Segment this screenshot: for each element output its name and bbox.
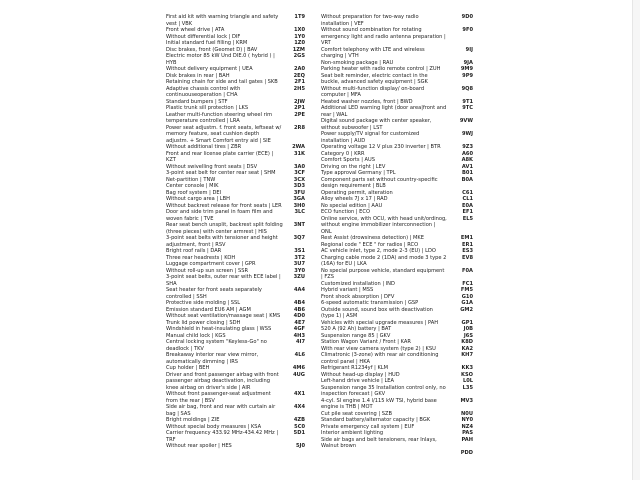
option-code: 9Z3 bbox=[462, 144, 473, 150]
equipment-row bbox=[166, 125, 305, 145]
equipment-description: Leather multi-function steering wheel rim temperature controlled | LRA bbox=[166, 111, 273, 124]
equipment-description: Operating voltage 12 V plus 230 inverter | BTR bbox=[321, 144, 441, 150]
option-code: 4M6 bbox=[292, 365, 305, 371]
equipment-description: Plastic trunk sill protection | LKS bbox=[166, 105, 249, 111]
option-code: A60 bbox=[461, 150, 473, 157]
option-code: 2H5 bbox=[293, 85, 305, 92]
equipment-row bbox=[321, 47, 473, 60]
option-code: 2A0 bbox=[293, 66, 305, 72]
equipment-row bbox=[321, 216, 473, 236]
equipment-row bbox=[166, 287, 305, 300]
equipment-row bbox=[321, 177, 473, 190]
equipment-description: 3-point seat belts, outer rear with ECE label | SHA bbox=[166, 274, 281, 287]
equipment-description: Without additional tires | ZBR bbox=[166, 144, 242, 150]
equipment-row bbox=[166, 352, 305, 365]
option-code: 1X0 bbox=[293, 27, 305, 33]
option-code: 9F0 bbox=[462, 27, 473, 33]
equipment-description: Windshield in heat-insulating glass | WSS bbox=[166, 326, 272, 332]
equipment-description: No special edition | AAU bbox=[321, 202, 383, 209]
equipment-description: Without seat ventilation/massage seat | KMS bbox=[166, 313, 281, 319]
option-code: 2PE bbox=[294, 111, 305, 118]
equipment-description: 3-point seat belts with tensioner and height adjustment, front | RSV bbox=[166, 235, 278, 248]
equipment-description: 6-speed automatic transmission | GSP bbox=[321, 300, 419, 306]
equipment-row bbox=[166, 14, 305, 27]
equipment-row bbox=[166, 430, 305, 443]
option-code: 4D0 bbox=[293, 313, 305, 319]
equipment-description: Type approval Germany | TPL bbox=[321, 170, 396, 176]
equipment-row bbox=[166, 53, 305, 66]
option-code: 5J0 bbox=[296, 443, 305, 449]
equipment-row bbox=[321, 437, 473, 450]
option-code: 3Y0 bbox=[294, 267, 305, 274]
option-code: 4B4 bbox=[294, 300, 305, 306]
equipment-description: Standard bumpers | STF bbox=[166, 98, 228, 105]
equipment-row bbox=[166, 235, 305, 248]
equipment-row bbox=[166, 443, 305, 450]
equipment-description: Power supply/TV signal for customized installation | AUD bbox=[321, 131, 420, 144]
option-code: PDD bbox=[460, 449, 473, 456]
option-code: 4H3 bbox=[293, 332, 305, 339]
equipment-description: Interior ambient lighting bbox=[321, 430, 384, 436]
option-code: 1ZM bbox=[292, 46, 305, 53]
equipment-list-left bbox=[166, 14, 305, 450]
option-code: 3H0 bbox=[293, 202, 305, 209]
equipment-description: Front and rear license plate carrier (ECE) | KZT bbox=[166, 150, 274, 163]
option-code: 4UG bbox=[293, 371, 305, 378]
equipment-row bbox=[321, 255, 473, 268]
equipment-description: Seat belt reminder, electric contact in the buckle, advanced safety equipment | SGK bbox=[321, 72, 428, 85]
equipment-row bbox=[166, 222, 305, 235]
option-code: 4GF bbox=[293, 326, 305, 332]
option-code: C61 bbox=[462, 189, 473, 196]
equipment-description: Regional code " ECE " for radios | RCO bbox=[321, 241, 419, 248]
option-code: 9Q8 bbox=[461, 85, 473, 92]
equipment-description: Without delivery equipment | UEA bbox=[166, 66, 253, 72]
equipment-description: 520 A (92 Ah) battery | BAT bbox=[321, 326, 392, 332]
option-code: 5C0 bbox=[294, 423, 305, 430]
equipment-description: Carrier frequency 433.92 MHz-434.42 MHz | TRF bbox=[166, 430, 279, 443]
option-code: AV1 bbox=[461, 163, 473, 170]
equipment-row bbox=[166, 339, 305, 352]
equipment-description: Seat heater for front seats separately controlled | SSH bbox=[166, 287, 262, 300]
equipment-description: Bright moldings | ZIE bbox=[166, 417, 220, 423]
equipment-row bbox=[321, 450, 473, 457]
option-code: FC1 bbox=[462, 280, 473, 287]
equipment-row bbox=[321, 352, 473, 365]
option-code: KH7 bbox=[461, 352, 473, 358]
equipment-description: Rear seat bench unsplit, backrest split folding (three pieces) with center armrest | HIS bbox=[166, 222, 283, 235]
equipment-description: AC vehicle inlet, type 2, mode 2-3 (EU) | LDO bbox=[321, 248, 436, 254]
option-code: 3A0 bbox=[293, 163, 305, 170]
equipment-description: Door and side trim panel in foam film and woven fabric | TVE bbox=[166, 209, 273, 222]
equipment-description: Charging cable mode 2 (1DA) and mode 3 type 2 (16A) for EU | LKA bbox=[321, 254, 447, 267]
option-code: N0U bbox=[461, 410, 473, 417]
equipment-row bbox=[321, 14, 473, 27]
option-code: 9IJ bbox=[465, 46, 473, 53]
equipment-description: Without sound combination for rotating emergency light and radio antenna preparation | VRT bbox=[321, 27, 446, 46]
option-code: 9M9 bbox=[460, 66, 473, 72]
equipment-description: First aid kit with warning triangle and safety vest | VBK bbox=[166, 14, 279, 27]
equipment-description: Comfort telephony with LTE and wireless charging | VTH bbox=[321, 46, 425, 59]
equipment-description: Non-smoking package | RAU bbox=[321, 59, 394, 66]
equipment-description: Manual child lock | KGS bbox=[166, 332, 226, 339]
option-code: 3CF bbox=[294, 170, 305, 176]
equipment-row bbox=[166, 391, 305, 404]
option-code: 2WA bbox=[292, 144, 305, 150]
option-code: 3D3 bbox=[293, 183, 305, 189]
equipment-description: Center console | MIK bbox=[166, 183, 219, 189]
equipment-description: Online service, with OCU, with head unit/ordinog, without engine immobilizer interconnection | ONL bbox=[321, 215, 447, 235]
equipment-description: Front shock absorption | DFV bbox=[321, 293, 395, 300]
option-code: 9VW bbox=[459, 118, 473, 124]
option-code: J0B bbox=[463, 326, 473, 332]
option-code: 4B6 bbox=[294, 306, 305, 313]
equipment-row bbox=[166, 274, 305, 287]
equipment-description: Front wheel drive | ATA bbox=[166, 27, 225, 33]
equipment-description: Left-hand drive vehicle | LEA bbox=[321, 378, 394, 384]
option-code: 9TC bbox=[462, 105, 473, 111]
equipment-description: Luggage compartment cover | GPR bbox=[166, 261, 256, 267]
equipment-description: Without rear spoiler | HES bbox=[166, 443, 232, 449]
equipment-row bbox=[166, 112, 305, 125]
option-code: 2R8 bbox=[293, 124, 305, 131]
equipment-description: Hybrid variant | MSS bbox=[321, 287, 374, 293]
equipment-description: Operating permit, alteration bbox=[321, 189, 393, 196]
equipment-description: Without cargo area | LBH bbox=[166, 196, 230, 202]
equipment-description: Bag roof system | DEI bbox=[166, 189, 222, 196]
option-code: A8K bbox=[461, 157, 473, 163]
equipment-row bbox=[166, 151, 305, 164]
equipment-description: Private emergency call system | EUF bbox=[321, 423, 415, 430]
option-code: MV3 bbox=[460, 397, 473, 404]
equipment-row bbox=[321, 105, 473, 118]
option-code: 9JA bbox=[463, 59, 473, 66]
equipment-description: Trunk lid power closing | SDH bbox=[166, 319, 241, 326]
option-code: B0A bbox=[461, 176, 473, 183]
option-code: 1Z0 bbox=[294, 40, 305, 46]
equipment-row bbox=[321, 73, 473, 86]
option-code: 9D0 bbox=[461, 14, 473, 20]
option-code: E0A bbox=[462, 202, 473, 209]
equipment-description: Driving on the right | LEV bbox=[321, 163, 386, 170]
option-code: PAH bbox=[461, 436, 473, 443]
equipment-description: Retaining chain for side and tail gates | SKB bbox=[166, 79, 278, 85]
equipment-description: Cut pile seat covering | SZB bbox=[321, 410, 392, 417]
equipment-description: Component parts set without country-specific design requirement | BLB bbox=[321, 176, 438, 189]
equipment-description: Rest Assist (drowsiness detection) | MKE bbox=[321, 235, 424, 241]
option-code: 9T1 bbox=[462, 98, 473, 105]
equipment-description: Without swivelling front seats | DSV bbox=[166, 163, 258, 170]
equipment-description: Without special body measures | KSA bbox=[166, 423, 262, 430]
equipment-description: Emission standard EU6 AM | AGM bbox=[166, 306, 251, 313]
option-code: EL5 bbox=[462, 215, 473, 222]
option-code: 2F1 bbox=[294, 79, 305, 85]
option-code: EM1 bbox=[460, 235, 473, 241]
equipment-description: Category 0 | KRR bbox=[321, 150, 365, 157]
equipment-list-right bbox=[321, 14, 473, 456]
option-code: 3ZU bbox=[293, 274, 305, 280]
option-code: 3GA bbox=[293, 196, 305, 202]
option-code: 4L6 bbox=[294, 352, 305, 358]
option-code: KSO bbox=[461, 371, 473, 378]
equipment-row bbox=[166, 86, 305, 99]
equipment-description: Suspension range 35 Installation control only, no inspection forecast | GKV bbox=[321, 384, 446, 397]
equipment-description: Alloy wheels 7J x 17 | RAD bbox=[321, 196, 388, 202]
option-code: ES3 bbox=[462, 248, 473, 254]
equipment-description: Disk brakes in rear | BAH bbox=[166, 72, 230, 79]
equipment-description: Without head-up display | HUD bbox=[321, 371, 400, 378]
option-code: B01 bbox=[462, 170, 473, 176]
option-code: CL1 bbox=[462, 196, 473, 202]
equipment-description: Three rear headrests | KOH bbox=[166, 254, 236, 261]
option-code: 2P1 bbox=[294, 105, 305, 111]
equipment-description: Electric motor 85 kW Und DIE.0 ( hybrid ) | HYB bbox=[166, 53, 275, 66]
equipment-description: Additional LED warning light (door area|front and rear | WAL bbox=[321, 105, 447, 118]
option-code: 9WJ bbox=[461, 131, 473, 137]
option-code: NY0 bbox=[461, 417, 473, 423]
equipment-row bbox=[321, 131, 473, 144]
option-code: K8D bbox=[461, 339, 473, 345]
equipment-row bbox=[321, 27, 473, 47]
equipment-description: Vehicles with special upgrade measures | PAH bbox=[321, 319, 439, 326]
equipment-row bbox=[321, 268, 473, 281]
equipment-row bbox=[166, 372, 305, 392]
option-code: 2JW bbox=[293, 98, 305, 105]
equipment-description: Cup holder | BEH bbox=[166, 365, 210, 371]
equipment-description: Power seat adjustm. f. front seats, leftseat w/ memory feature, seat cushion depth adjustm. + Smart Comfort entry aid | SIE bbox=[166, 124, 282, 144]
equipment-row bbox=[166, 404, 305, 417]
equipment-row bbox=[321, 385, 473, 398]
equipment-description: Heated washer nozzles, front | BWD bbox=[321, 98, 413, 105]
option-code: ER1 bbox=[462, 241, 473, 248]
option-code: 3LC bbox=[294, 209, 305, 215]
option-code: EV8 bbox=[462, 254, 473, 261]
equipment-description: Disc brakes, front (Geomet D) | BAV bbox=[166, 46, 258, 53]
equipment-description: Outside sound, sound box with deactivation (type 1) | ASM bbox=[321, 306, 433, 319]
equipment-description: Without roll-up sun screen | SSR bbox=[166, 267, 248, 274]
option-code: 3U7 bbox=[293, 261, 305, 267]
equipment-row bbox=[321, 307, 473, 320]
equipment-description: Standard battery/alternator capacity | BGK bbox=[321, 417, 431, 423]
equipment-description: Net-partition | TNW bbox=[166, 176, 216, 183]
equipment-description: Without front passenger-seat adjustment from the rear | BSV bbox=[166, 391, 271, 404]
option-code: KA2 bbox=[461, 345, 473, 352]
option-code: 2GS bbox=[293, 53, 305, 59]
option-code: NZ4 bbox=[461, 423, 473, 430]
equipment-description: Digital sound package with center speaker, without subwoofer | LST bbox=[321, 118, 432, 131]
option-code: J6S bbox=[463, 332, 473, 339]
equipment-description: Comfort Sports | AUS bbox=[321, 157, 375, 163]
option-code: 4X4 bbox=[293, 404, 305, 410]
option-code: FM5 bbox=[460, 287, 473, 293]
equipment-description: Side air bag, front and rear with curtain air bag | SAS bbox=[166, 404, 276, 417]
equipment-description: ECO function | ECO bbox=[321, 209, 370, 215]
equipment-description: Adaptive chassis control with continuouseoperation | CHA bbox=[166, 85, 241, 98]
page-edge bbox=[632, 0, 640, 480]
equipment-row bbox=[166, 209, 305, 222]
option-code: 3NT bbox=[293, 222, 305, 228]
option-code: 31K bbox=[293, 150, 305, 157]
equipment-description: Central locking system "Keyless-Go" no deadlock | TKV bbox=[166, 339, 267, 352]
equipment-description: Bright roof rails | DAR bbox=[166, 248, 222, 254]
equipment-description: Without backrest release for front seats | LER bbox=[166, 202, 282, 209]
option-code: KK3 bbox=[461, 365, 473, 371]
option-code: 3Q7 bbox=[293, 235, 305, 241]
option-code: 4A4 bbox=[293, 287, 305, 293]
option-code: 3CX bbox=[293, 176, 305, 183]
option-code: G1A bbox=[461, 300, 473, 306]
option-code: 4X1 bbox=[293, 391, 305, 397]
option-code: 3T2 bbox=[294, 254, 305, 261]
option-code: EF1 bbox=[462, 209, 473, 215]
equipment-row bbox=[321, 118, 473, 131]
equipment-description: With rear view camera system (type 2) | KSU bbox=[321, 345, 436, 352]
option-code: F0A bbox=[462, 267, 473, 274]
equipment-description: Refrigerant R1234yf | KLM bbox=[321, 365, 389, 371]
equipment-description: Without preparation for two-way radio installation | VEF bbox=[321, 14, 419, 27]
equipment-description: Climatronic (3-zone) with rear air conditioning control panel | HKA bbox=[321, 352, 439, 365]
option-code: 1T9 bbox=[294, 14, 305, 20]
option-code: 3S1 bbox=[294, 248, 305, 254]
option-code: 4E7 bbox=[294, 319, 305, 326]
equipment-description: 4-cyl. SI engine 1.4 l/115 kW TSI, hybrid base engine is THB | MOT bbox=[321, 397, 437, 410]
option-code: L0L bbox=[462, 378, 473, 384]
equipment-description: Customized installation | IND bbox=[321, 280, 395, 287]
equipment-description: Parking heater with radio remote control | ZUH bbox=[321, 66, 441, 72]
option-code: 4I7 bbox=[296, 339, 305, 345]
equipment-description: Suspension range 85 | GKV bbox=[321, 332, 391, 339]
option-code: 5D1 bbox=[293, 430, 305, 436]
equipment-row bbox=[321, 86, 473, 99]
equipment-description: Without differential lock | DIF bbox=[166, 33, 241, 40]
option-code: L35 bbox=[462, 384, 473, 391]
option-code: 3FU bbox=[293, 189, 305, 196]
equipment-description: Protective side molding | SSL bbox=[166, 300, 241, 306]
equipment-description: 3-point seat belt for center rear seat | SHM bbox=[166, 170, 276, 176]
option-code: PAS bbox=[462, 430, 473, 436]
option-code: 9P9 bbox=[462, 72, 473, 79]
option-code: GP1 bbox=[461, 319, 473, 326]
equipment-description: Without multi-function display/ on-board computer | MFA bbox=[321, 85, 425, 98]
equipment-description: Station Wagon Variant / Front | KAR bbox=[321, 339, 411, 345]
option-code: 4ZB bbox=[293, 417, 305, 423]
option-code: GM2 bbox=[460, 306, 473, 313]
option-code: 1Y0 bbox=[294, 33, 305, 40]
equipment-description: No special purpose vehicle, standard equipment | FZS bbox=[321, 267, 445, 280]
option-code: G10 bbox=[461, 293, 473, 300]
equipment-description: Driver and front passenger airbag with front passenger airbag deactivation, including knee airbag on driver's side | AIR bbox=[166, 371, 279, 391]
equipment-description: Initial standard fuel filling | KRM bbox=[166, 40, 248, 46]
equipment-description: Side air bags and belt tensioners, rear Inlays, Walnut brown bbox=[321, 436, 437, 449]
equipment-description: Breakaway interior rear view mirror, automatically dimming | IRS bbox=[166, 352, 259, 365]
option-code: 2EQ bbox=[293, 72, 305, 79]
equipment-row bbox=[321, 398, 473, 411]
